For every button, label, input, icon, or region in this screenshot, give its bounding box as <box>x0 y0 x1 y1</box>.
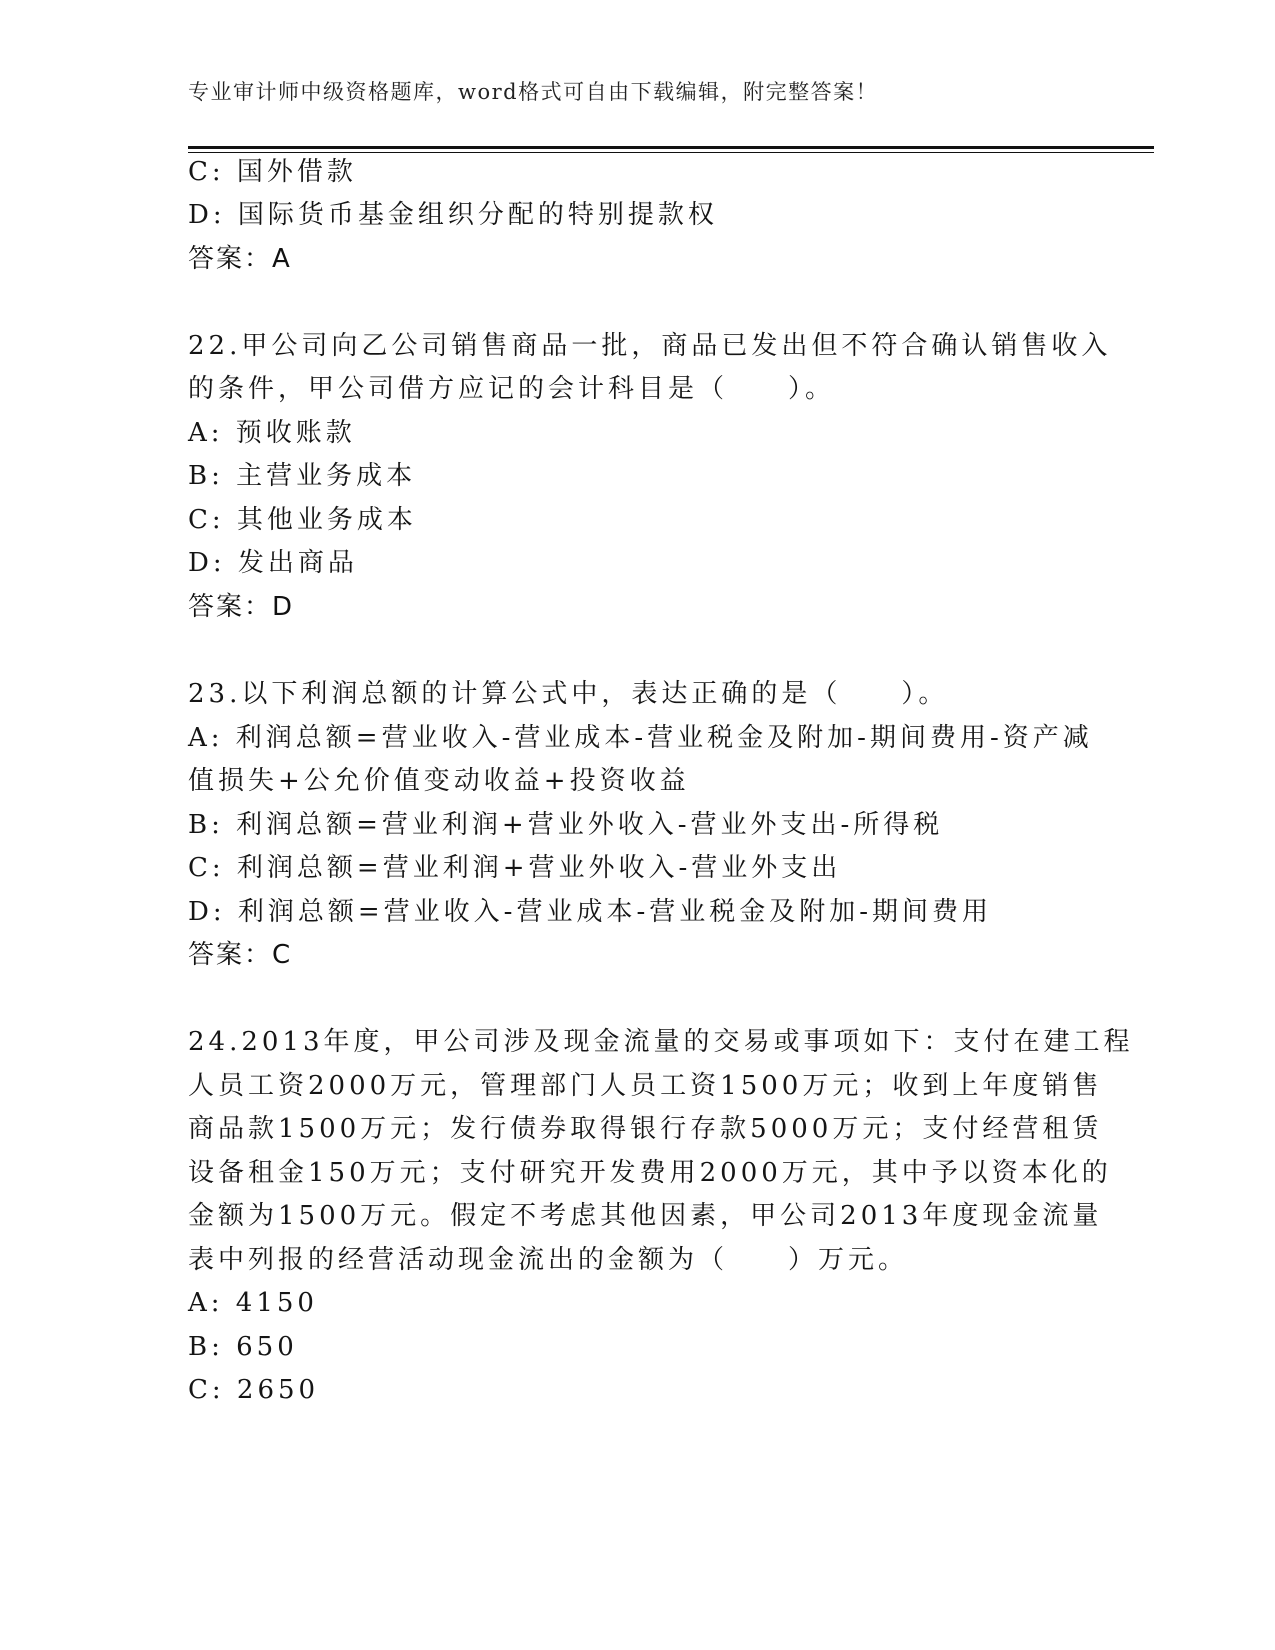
q24-stem-line-2: 人员工资2000万元，管理部门人员工资1500万元；收到上年度销售 <box>188 1071 1103 1101</box>
q22-option-d: D: 发出商品 <box>188 548 358 578</box>
q24-option-b: B: 650 <box>188 1332 298 1362</box>
q23-option-a: A: 利润总额=营业收入-营业成本-营业税金及附加-期间费用-资产减 <box>188 723 1093 753</box>
q24-stem-line-1: 24.2013年度，甲公司涉及现金流量的交易或事项如下：支付在建工程 <box>188 1027 1134 1057</box>
q22-stem-line-1: 22.甲公司向乙公司销售商品一批，商品已发出但不符合确认销售收入 <box>188 331 1112 361</box>
q22-answer: 答案：D <box>188 592 295 622</box>
q23-option-d: D: 利润总额=营业收入-营业成本-营业税金及附加-期间费用 <box>188 897 993 927</box>
q24-stem-line-6: 表中列报的经营活动现金流出的金额为（ ）万元。 <box>188 1245 909 1275</box>
q21-answer: 答案：A <box>188 244 292 274</box>
q23-answer: 答案：C <box>188 940 293 970</box>
q21-option-c: C: 国外借款 <box>188 157 357 187</box>
q23-option-a-cont: 值损失+公允价值变动收益+投资收益 <box>188 766 690 796</box>
q24-option-a: A: 4150 <box>188 1288 318 1318</box>
page-header: 专业审计师中级资格题库，word格式可自由下载编辑，附完整答案！ <box>188 80 879 104</box>
q21-option-d: D: 国际货币基金组织分配的特别提款权 <box>188 200 718 230</box>
q22-option-c: C: 其他业务成本 <box>188 505 417 535</box>
q22-option-b: B: 主营业务成本 <box>188 461 417 491</box>
q23-option-c: C: 利润总额=营业利润+营业外收入-营业外支出 <box>188 853 842 883</box>
header-divider-thin <box>188 152 1154 153</box>
q22-option-a: A: 预收账款 <box>188 418 356 448</box>
q24-option-c: C: 2650 <box>188 1375 320 1405</box>
q23-option-b: B: 利润总额=营业利润+营业外收入-营业外支出-所得税 <box>188 810 944 840</box>
q24-stem-line-5: 金额为1500万元。假定不考虑其他因素，甲公司2013年度现金流量 <box>188 1201 1103 1231</box>
q24-stem-line-4: 设备租金150万元；支付研究开发费用2000万元，其中予以资本化的 <box>188 1158 1112 1188</box>
q24-stem-line-3: 商品款1500万元；发行债券取得银行存款5000万元；支付经营租赁 <box>188 1114 1103 1144</box>
q22-stem-line-2: 的条件，甲公司借方应记的会计科目是（ ）。 <box>188 374 836 404</box>
q23-stem-line-1: 23.以下利润总额的计算公式中，表达正确的是（ ）。 <box>188 679 949 709</box>
header-divider <box>188 146 1154 149</box>
